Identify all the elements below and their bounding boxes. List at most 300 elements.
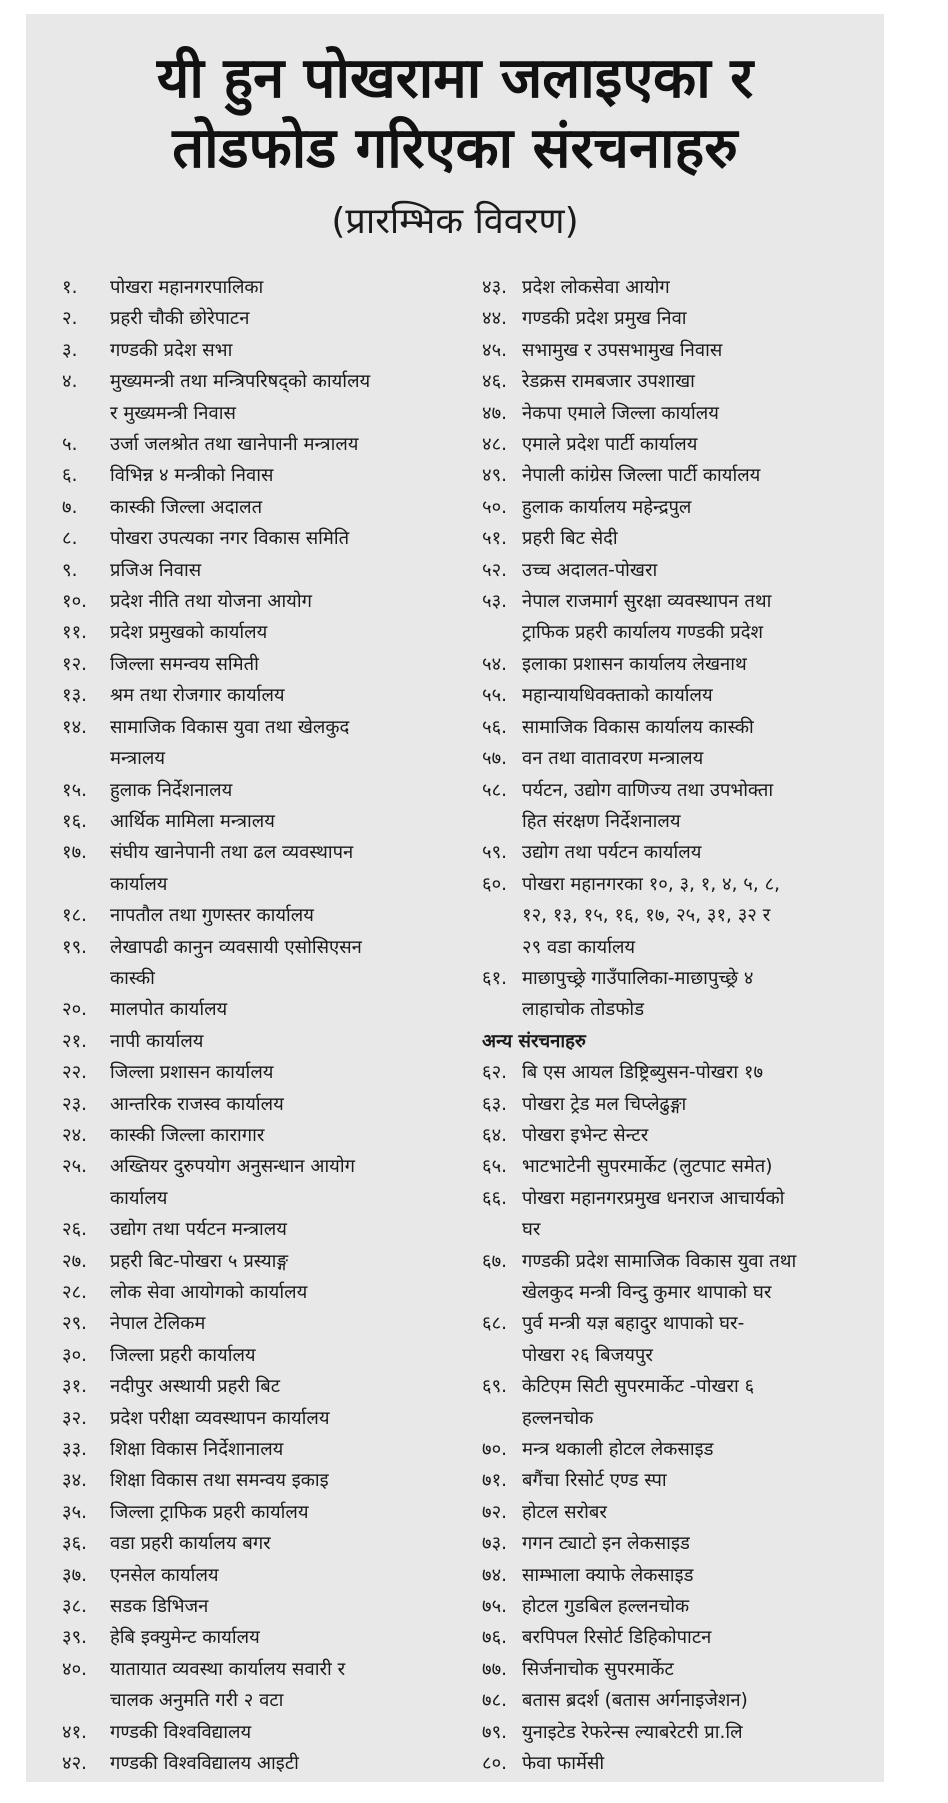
- item-text: [110, 1497, 474, 1528]
- item-text-line: वडा प्रहरी कार्यालय बगर: [110, 1533, 271, 1555]
- list-item: [62, 1340, 474, 1371]
- list-item: [62, 1591, 474, 1622]
- item-text-line: गण्डकी प्रदेश प्रमुख निवा: [522, 308, 687, 330]
- item-text-line: गण्डकी प्रदेश सभा: [110, 339, 233, 361]
- list-item: [62, 649, 474, 680]
- item-number: १.: [62, 277, 78, 298]
- list-item: [482, 1057, 870, 1088]
- page-subtitle: (प्रारम्भिक विवरण): [331, 201, 579, 242]
- item-text: [522, 1308, 870, 1371]
- item-number: ३७.: [62, 1564, 87, 1586]
- list-item: [482, 303, 870, 334]
- item-text: [110, 1120, 474, 1151]
- item-text-line: होटल गुडबिल हल्लनचोक: [522, 1596, 690, 1618]
- item-number: ११.: [62, 622, 87, 644]
- item-text-line: पोखरा ट्रेड मल चिप्लेढुङ्गा: [522, 1093, 687, 1115]
- item-text-line: प्रहरी बिट सेदी: [522, 528, 618, 550]
- item-text-line: लाहाचोक तोडफोड: [522, 999, 645, 1021]
- item-text-line: फेवा फार्मेसी: [522, 1753, 605, 1775]
- list-item: [62, 712, 474, 775]
- item-text-line: चालक अनुमति गरी २ वटा: [110, 1690, 284, 1712]
- item-text: [110, 617, 474, 648]
- item-number: ७१.: [482, 1470, 507, 1492]
- item-text: [110, 460, 474, 491]
- item-text-line: उद्योग तथा पर्यटन कार्यालय: [522, 842, 702, 864]
- item-text: [110, 1591, 474, 1622]
- item-text-line: लेखापढी कानुन व्यवसायी एसोसिएसन: [110, 936, 362, 958]
- item-text: [522, 429, 870, 460]
- list-item: [482, 335, 870, 366]
- list-item: [482, 1622, 870, 1653]
- item-number: १७.: [62, 842, 87, 864]
- item-text-line: महान्यायधिवक्ताको कार्यालय: [522, 685, 713, 707]
- list-item: [482, 272, 870, 303]
- list-item: [62, 272, 474, 303]
- item-number: ४७.: [482, 402, 507, 424]
- item-text: [110, 1371, 474, 1402]
- item-text: [110, 523, 474, 554]
- item-number: ६६.: [482, 1187, 507, 1209]
- item-text-line: मालपोत कार्यालय: [110, 999, 228, 1021]
- list-item: [482, 1528, 870, 1559]
- item-text-line: अख्तियर दुरुपयोग अनुसन्धान आयोग: [110, 1156, 355, 1178]
- item-text: [110, 994, 474, 1025]
- item-text: [522, 837, 870, 868]
- item-number: ३१.: [62, 1376, 87, 1398]
- item-text-line: विभिन्न ४ मन्त्रीको निवास: [110, 465, 274, 487]
- item-number: २७.: [62, 1250, 87, 1272]
- list-item: [482, 492, 870, 523]
- item-text-line: बरपिपल रिसोर्ट डिहिकोपाटन: [522, 1627, 712, 1649]
- item-text-line: माछापुच्छ्रे गाउँपालिका-माछापुच्छ्रे ४: [522, 967, 754, 989]
- item-text: [522, 1497, 870, 1528]
- item-number: ५१.: [482, 528, 507, 550]
- list-item: [62, 1434, 474, 1465]
- item-text-line: उच्च अदालत-पोखरा: [522, 559, 658, 581]
- item-number: २६.: [62, 1219, 87, 1241]
- list-item: [482, 460, 870, 491]
- item-text: [522, 1654, 870, 1685]
- item-text-line: घर: [522, 1219, 541, 1241]
- item-text: [110, 1026, 474, 1057]
- item-number: ७५.: [482, 1596, 507, 1618]
- item-number: २३.: [62, 1093, 87, 1115]
- item-text-line: उद्योग तथा पर्यटन मन्त्रालय: [110, 1219, 287, 1241]
- item-text-line: उर्जा जलश्रोत तथा खानेपानी मन्त्रालय: [110, 434, 359, 456]
- item-number: ५५.: [482, 685, 507, 707]
- item-number: ५९.: [482, 842, 507, 864]
- item-text-line: केटिएम सिटी सुपरमार्केट -पोखरा ६: [522, 1376, 755, 1398]
- item-number: ४९.: [482, 465, 507, 487]
- list-item: [482, 1183, 870, 1246]
- left-column-list: [62, 272, 474, 1780]
- item-text: [110, 1434, 474, 1465]
- item-text: [522, 1748, 870, 1779]
- item-text-line: जिल्ला प्रहरी कार्यालय: [110, 1344, 256, 1366]
- item-number: ७.: [62, 496, 78, 518]
- item-text-line: जिल्ला समन्वय समिती: [110, 653, 259, 675]
- right-column: [482, 272, 870, 1780]
- item-text-line: जिल्ला प्रशासन कार्यालय: [110, 1062, 274, 1084]
- list-item: [482, 1151, 870, 1182]
- item-number: ५.: [62, 434, 78, 456]
- list-item: [482, 1089, 870, 1120]
- item-text: [522, 649, 870, 680]
- item-number: ६०.: [482, 873, 507, 895]
- item-number: ५०.: [482, 496, 507, 518]
- item-text-line: होटल सरोबर: [522, 1501, 607, 1523]
- item-text: [522, 1717, 870, 1748]
- list-item: [482, 837, 870, 868]
- list-item: [482, 586, 870, 649]
- list-item: [62, 335, 474, 366]
- item-text: [110, 555, 474, 586]
- list-item: [482, 1591, 870, 1622]
- item-text: [110, 303, 474, 334]
- list-item: [62, 1308, 474, 1339]
- item-text-line: प्रजिअ निवास: [110, 559, 202, 581]
- item-text: [110, 1340, 474, 1371]
- item-text-line: भाटभाटेनी सुपरमार्केट (लुटपाट समेत): [522, 1156, 773, 1178]
- item-text: [110, 1560, 474, 1591]
- item-text-line: पर्यटन, उद्योग वाणिज्य तथा उपभोक्ता: [522, 779, 774, 801]
- item-text: [522, 1622, 870, 1653]
- item-text-line: आर्थिक मामिला मन्त्रालय: [110, 810, 275, 832]
- other-structures-heading: अन्य संरचनाहरु: [482, 1030, 586, 1052]
- item-text: [110, 837, 474, 900]
- item-number: ३५.: [62, 1501, 87, 1523]
- item-text: [522, 1151, 870, 1182]
- list-item: [62, 1057, 474, 1088]
- item-text-line: श्रम तथा रोजगार कार्यालय: [110, 685, 285, 707]
- list-item: [482, 963, 870, 1026]
- other-structures-list: [482, 1057, 870, 1779]
- item-number: २४.: [62, 1124, 87, 1146]
- item-text: [522, 680, 870, 711]
- item-number: २८.: [62, 1282, 87, 1303]
- item-number: ७७.: [482, 1658, 507, 1680]
- item-text: [522, 775, 870, 838]
- item-text-line: मन्त्र थकाली होटल लेकसाइड: [522, 1439, 714, 1461]
- item-text: [522, 712, 870, 743]
- item-text: [522, 1685, 870, 1716]
- item-text-line: कार्यालय: [110, 873, 168, 895]
- list-item: [62, 1560, 474, 1591]
- item-text-line: प्रहरी चौकी छोरेपाटन: [110, 308, 250, 330]
- item-text: [522, 335, 870, 366]
- item-text-line: नेकपा एमाले जिल्ला कार्यालय: [522, 402, 719, 424]
- list-item: [62, 429, 474, 460]
- title-line-1: यी हुन पोखरामा जलाइएका र: [156, 46, 754, 111]
- item-number: ३४.: [62, 1470, 87, 1492]
- item-number: ६१.: [482, 967, 507, 989]
- list-item: [62, 1151, 474, 1214]
- item-text-line: पोखरा इभेन्ट सेन्टर: [522, 1124, 649, 1146]
- item-number: ४२.: [62, 1753, 87, 1775]
- item-text-line: रेडक्रस रामबजार उपशाखा: [522, 371, 695, 393]
- item-text-line: ट्राफिक प्रहरी कार्यालय गण्डकी प्रदेश: [522, 622, 764, 644]
- item-number: ५४.: [482, 653, 507, 675]
- item-number: ३०.: [62, 1344, 87, 1366]
- item-text: [110, 649, 474, 680]
- item-number: ७४.: [482, 1564, 507, 1586]
- item-number: ६३.: [482, 1093, 507, 1115]
- item-text: [522, 492, 870, 523]
- item-number: ७०.: [482, 1439, 507, 1461]
- item-text: [110, 1465, 474, 1496]
- item-number: १९.: [62, 936, 87, 958]
- item-text: [522, 1246, 870, 1309]
- item-text: [522, 460, 870, 491]
- item-text-line: इलाका प्रशासन कार्यालय लेखनाथ: [522, 653, 747, 675]
- document-panel: [26, 14, 884, 1782]
- item-number: ३६.: [62, 1533, 87, 1555]
- list-item: [62, 994, 474, 1025]
- item-number: ३९.: [62, 1627, 87, 1649]
- list-item: [482, 680, 870, 711]
- item-number: ४५.: [482, 339, 507, 361]
- item-text-line: लोक सेवा आयोगको कार्यालय: [110, 1282, 308, 1303]
- list-item: [482, 1748, 870, 1779]
- item-text: [522, 303, 870, 334]
- item-number: १४.: [62, 716, 87, 738]
- item-number: ७३.: [482, 1533, 507, 1555]
- list-item: [482, 1465, 870, 1496]
- item-number: ४४.: [482, 308, 507, 330]
- list-item: [62, 1622, 474, 1653]
- item-text: [110, 712, 474, 775]
- item-text: [110, 1277, 474, 1308]
- item-text-line: कास्की: [110, 967, 155, 989]
- list-item: [482, 1497, 870, 1528]
- item-number: ४१.: [62, 1721, 87, 1743]
- item-text-line: वन तथा वातावरण मन्त्रालय: [522, 748, 704, 770]
- list-item: [62, 617, 474, 648]
- list-item: [62, 586, 474, 617]
- item-number: १२.: [62, 653, 87, 675]
- item-text-line: नेपाली कांग्रेस जिल्ला पार्टी कार्यालय: [522, 465, 761, 487]
- item-text-line: पुर्व मन्त्री यज्ञ बहादुर थापाको घर-: [522, 1313, 745, 1335]
- item-text-line: प्रदेश प्रमुखको कार्यालय: [110, 622, 268, 644]
- item-text: [522, 523, 870, 554]
- list-item: [482, 1654, 870, 1685]
- item-text-line: बगैंचा रिसोर्ट एण्ड स्पा: [522, 1470, 667, 1492]
- list-item: [62, 806, 474, 837]
- list-item: [62, 492, 474, 523]
- list-item: [62, 303, 474, 334]
- item-text-line: हेबि इक्युमेन्ट कार्यालय: [110, 1627, 260, 1649]
- list-item: [62, 1465, 474, 1496]
- item-number: १५.: [62, 779, 87, 801]
- item-text: [522, 963, 870, 1026]
- list-item: [62, 460, 474, 491]
- item-text-line: साम्भाला क्याफे लेकसाइड: [522, 1564, 694, 1586]
- item-number: ६९.: [482, 1376, 507, 1398]
- item-number: ७२.: [482, 1501, 507, 1523]
- item-number: ४८.: [482, 434, 507, 456]
- list-item: [482, 1308, 870, 1371]
- item-text-line: हल्लनचोक: [522, 1407, 594, 1429]
- item-text-line: पोखरा उपत्यका नगर विकास समिति: [110, 528, 350, 550]
- item-text-line: सामाजिक विकास कार्यालय कास्की: [522, 716, 754, 738]
- item-text: [110, 900, 474, 931]
- item-text-line: मुख्यमन्त्री तथा मन्त्रिपरिषद्को कार्यालय: [110, 371, 371, 393]
- item-text: [522, 1591, 870, 1622]
- item-text-line: यातायात व्यवस्था कार्यालय सवारी र: [110, 1658, 346, 1680]
- list-item: [482, 1120, 870, 1151]
- list-item: [62, 837, 474, 900]
- item-text: [110, 932, 474, 995]
- item-text: [522, 869, 870, 963]
- item-number: २५.: [62, 1156, 87, 1178]
- list-item: [482, 523, 870, 554]
- list-item: [482, 869, 870, 963]
- title-line-2: तोडफोड गरिएका संरचनाहरु: [172, 116, 738, 181]
- item-text-line: हुलाक निर्देशनालय: [110, 779, 233, 801]
- item-text-line: १२, १३, १५, १६, १७, २५, ३१, ३२ र: [522, 905, 771, 927]
- list-item: [62, 680, 474, 711]
- item-text: [110, 1246, 474, 1277]
- item-text-line: गण्डकी प्रदेश सामाजिक विकास युवा तथा: [522, 1250, 797, 1272]
- item-text-line: नापी कार्यालय: [110, 1030, 204, 1052]
- item-number: ५३.: [482, 591, 507, 613]
- item-number: २१.: [62, 1030, 87, 1052]
- item-number: २.: [62, 308, 78, 330]
- list-item: [482, 1717, 870, 1748]
- item-number: १८.: [62, 905, 87, 927]
- item-text: [522, 272, 870, 303]
- list-item: [482, 398, 870, 429]
- item-text: [110, 1654, 474, 1717]
- item-number: ५६.: [482, 716, 507, 738]
- item-text-line: युनाइटेड रेफरेन्स ल्याबरेटरी प्रा.लि: [522, 1721, 743, 1743]
- list-item: [482, 555, 870, 586]
- item-text-line: पोखरा महानगरपालिका: [110, 277, 264, 298]
- list-item: [482, 1246, 870, 1309]
- item-text: [110, 1057, 474, 1088]
- item-text: [522, 555, 870, 586]
- item-text-line: गण्डकी विश्वविद्यालय: [110, 1721, 252, 1743]
- item-text-line: खेलकुद मन्त्री विन्दु कुमार थापाको घर: [522, 1282, 772, 1303]
- list-item: [482, 1685, 870, 1716]
- item-number: ३२.: [62, 1407, 87, 1429]
- item-text-line: बि एस आयल डिष्ट्रिब्युसन-पोखरा १७: [522, 1062, 764, 1084]
- item-text-line: प्रहरी बिट-पोखरा ५ प्रस्याङ्ग: [110, 1250, 289, 1272]
- item-text: [110, 492, 474, 523]
- item-text-line: हित संरक्षण निर्देशनालय: [522, 810, 681, 832]
- list-item: [62, 555, 474, 586]
- item-text-line: प्रदेश नीति तथा योजना आयोग: [110, 591, 312, 613]
- item-text-line: शिक्षा विकास तथा समन्वय इकाइ: [110, 1470, 329, 1492]
- item-number: ४३.: [482, 277, 507, 298]
- item-text: [110, 429, 474, 460]
- item-number: ४०.: [62, 1658, 87, 1680]
- item-number: ३३.: [62, 1439, 87, 1461]
- item-text-line: कास्की जिल्ला कारागार: [110, 1124, 265, 1146]
- item-text: [110, 1717, 474, 1748]
- item-number: ६८.: [482, 1313, 507, 1335]
- item-number: ५७.: [482, 748, 507, 770]
- list-item: [62, 1654, 474, 1717]
- item-text: [110, 1089, 474, 1120]
- list-item: [62, 1528, 474, 1559]
- item-number: १३.: [62, 685, 87, 707]
- item-number: ८.: [62, 528, 78, 550]
- item-text-line: सभामुख र उपसभामुख निवास: [522, 339, 723, 361]
- item-text: [110, 1528, 474, 1559]
- item-text: [110, 1151, 474, 1214]
- item-text-line: र मुख्यमन्त्री निवास: [110, 402, 236, 424]
- item-number: ८०.: [482, 1753, 507, 1775]
- item-text: [110, 1748, 474, 1779]
- list-item: [482, 429, 870, 460]
- item-text-line: बतास ब्रदर्श (बतास अर्गनाइजेशन): [522, 1690, 748, 1712]
- item-text: [522, 366, 870, 397]
- item-text: [110, 1214, 474, 1245]
- list-item: [62, 900, 474, 931]
- item-number: ३८.: [62, 1596, 87, 1618]
- item-text-line: प्रदेश परीक्षा व्यवस्थापन कार्यालय: [110, 1407, 330, 1429]
- list-item: [62, 523, 474, 554]
- item-number: ६७.: [482, 1250, 507, 1272]
- item-number: ६.: [62, 465, 78, 487]
- list-item: [62, 1748, 474, 1779]
- item-text: [522, 1528, 870, 1559]
- item-text-line: गगन ट्याटो इन लेकसाइड: [522, 1533, 690, 1555]
- item-text: [110, 1622, 474, 1653]
- item-text: [110, 806, 474, 837]
- item-number: ७६.: [482, 1627, 507, 1649]
- list-item: [482, 1371, 870, 1434]
- item-text: [110, 586, 474, 617]
- item-number: ४६.: [482, 371, 507, 393]
- item-number: ६२.: [482, 1062, 507, 1084]
- list-item: [62, 775, 474, 806]
- item-text-line: पोखरा महानगरका १०, ३, १, ४, ५, ८,: [522, 873, 780, 895]
- item-text-line: जिल्ला ट्राफिक प्रहरी कार्यालय: [110, 1501, 309, 1523]
- item-number: २९.: [62, 1313, 87, 1335]
- item-text-line: सडक डिभिजन: [110, 1596, 209, 1618]
- item-text-line: कार्यालय: [110, 1187, 168, 1209]
- list-item: [62, 1246, 474, 1277]
- item-text: [522, 1183, 870, 1246]
- item-number: ५८.: [482, 779, 507, 801]
- item-text-line: प्रदेश लोकसेवा आयोग: [522, 277, 670, 298]
- item-text-line: सामाजिक विकास युवा तथा खेलकुद: [110, 716, 350, 738]
- item-text: [110, 680, 474, 711]
- right-column-list: [482, 272, 870, 1026]
- item-text: [110, 272, 474, 303]
- item-text: [110, 366, 474, 429]
- item-text: [522, 1560, 870, 1591]
- item-text: [110, 335, 474, 366]
- item-number: २०.: [62, 999, 87, 1021]
- list-item: [482, 712, 870, 743]
- item-text-line: कास्की जिल्ला अदालत: [110, 496, 263, 518]
- list-item: [482, 775, 870, 838]
- list-item: [62, 1089, 474, 1120]
- item-text-line: नेपाल टेलिकम: [110, 1313, 206, 1335]
- list-item: [62, 1371, 474, 1402]
- item-text: [522, 1434, 870, 1465]
- item-number: २२.: [62, 1062, 87, 1084]
- list-item: [62, 1403, 474, 1434]
- item-number: ६५.: [482, 1156, 507, 1178]
- item-text: [522, 1465, 870, 1496]
- item-text-line: नेपाल राजमार्ग सुरक्षा व्यवस्थापन तथा: [522, 591, 772, 613]
- list-item: [62, 1026, 474, 1057]
- list-item: [62, 932, 474, 995]
